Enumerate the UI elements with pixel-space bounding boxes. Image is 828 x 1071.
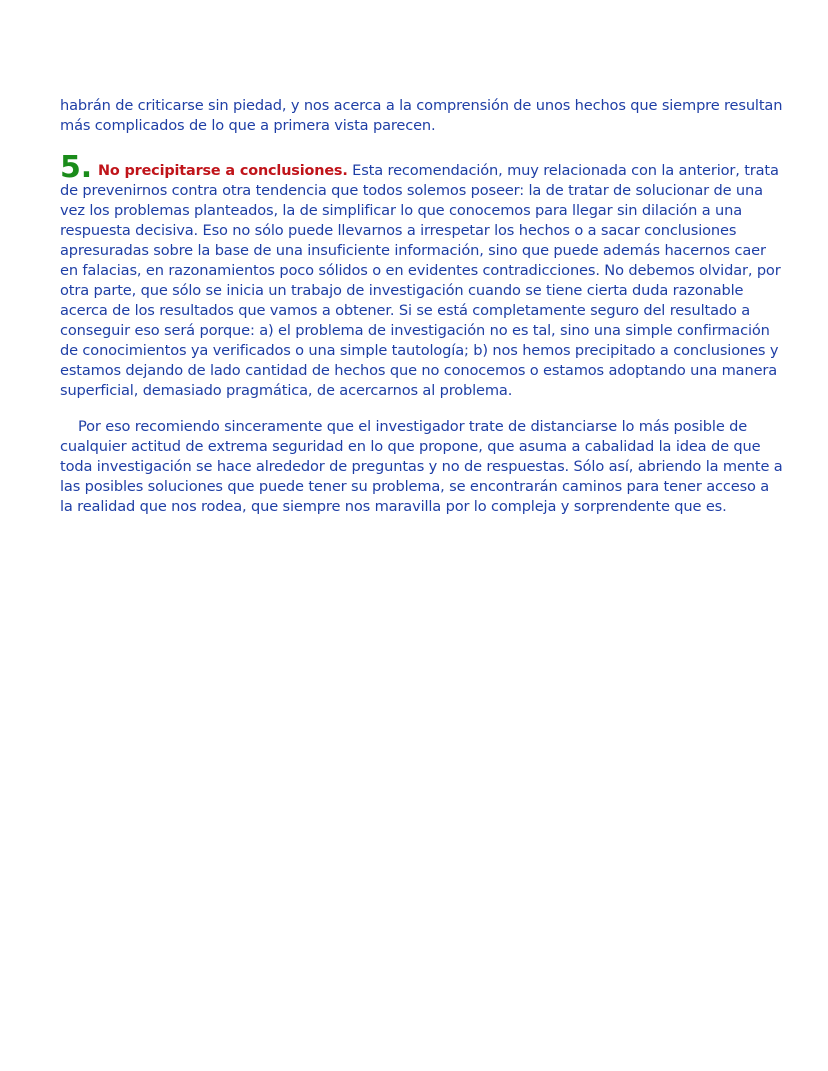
item-heading: No precipitarse a conclusiones.: [97, 163, 348, 179]
numbered-item-paragraph: [60, 150, 786, 401]
intro-paragraph: habrán de criticarse sin piedad, y nos acerca a la comprensión de unos hechos que siempre resultan más complicados de lo que a primera vista parecen.: [60, 97, 783, 134]
closing-paragraph: Por eso recomiendo sinceramente que el investigador trate de distanciarse lo más posible de cualquier actitud de extrema seguridad en lo que propone, que asuma a cabalidad la idea de que toda investigación se hace alrededor de preguntas y no de respuestas. Sólo así, abriendo la mente a las posibles soluciones que puede tener su problema, se encontrarán caminos para tener acceso a la realidad que nos rodea, que siempre nos maravilla por lo compleja y sorprendente que es.: [60, 418, 783, 515]
document-page: [60, 96, 786, 517]
item-body: Esta recomendación, muy relacionada con la anterior, trata de prevenirnos contra otra tendencia que todos solemos poseer: la de tratar de solucionar de una vez los problemas planteados, la de simplificar lo que conocemos para llegar sin dilación a una respuesta decisiva. Eso no sólo puede llevarnos a irrespetar los hechos o a sacar conclusiones apresuradas sobre la base de una insuficiente información, sino que puede además hacernos caer en falacias, en razonamientos poco sólidos o en evidentes contradicciones. No debemos olvidar, por otra parte, que sólo se inicia un trabajo de investigación cuando se tiene cierta duda razonable acerca de los resultados que vamos a obtener. Si se está completamente seguro del resultado a conseguir eso será porque: a) el problema de investigación no es tal, sino una simple confirmación de conocimientos ya verificados o una simple tautología; b) nos hemos precipitado a conclusiones y estamos dejando de lado cantidad de hechos que no conocemos o estamos adoptando una manera superficial, demasiado pragmática, de acercarnos al problema.: [60, 162, 781, 399]
item-number: 5.: [60, 150, 92, 185]
